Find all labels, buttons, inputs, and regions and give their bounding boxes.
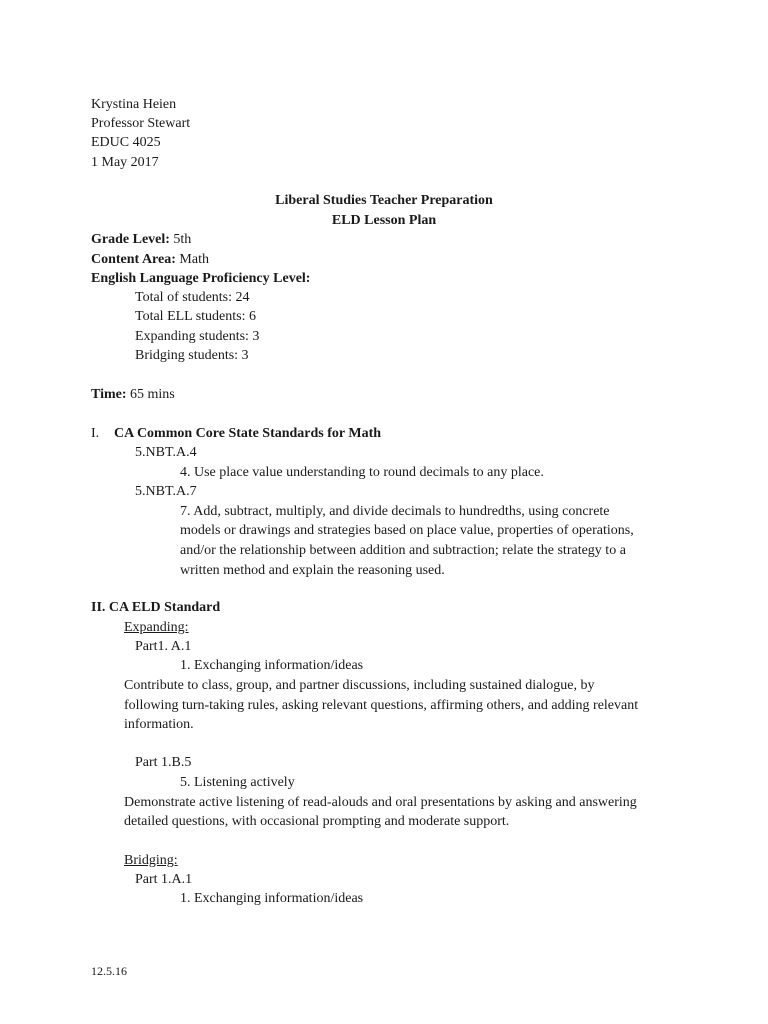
standard-text-line: and/or the relationship between addition and subtraction; relate the strategy to a xyxy=(180,543,626,558)
grade-level xyxy=(91,230,191,249)
section-1-heading: CA Common Core State Standards for Math xyxy=(114,426,382,441)
footer-version: 12.5.16 xyxy=(91,964,127,978)
bridging-label: Bridging: xyxy=(124,853,178,868)
eld-description-line: following turn-taking rules, asking relevant questions, affirming others, and adding relevant xyxy=(124,698,639,713)
grade-level-label: Grade Level: xyxy=(91,232,170,247)
expanding-label: Expanding: xyxy=(124,620,189,635)
eld-description-line: information. xyxy=(124,717,194,732)
standard-text-line: 7. Add, subtract, multiply, and divide decimals to hundredths, using concrete xyxy=(180,504,610,519)
document-date: 1 May 2017 xyxy=(91,155,159,170)
student-name: Krystina Heien xyxy=(91,97,177,112)
eld-item: 1. Exchanging information/ideas xyxy=(180,891,364,906)
time-value: 65 mins xyxy=(130,387,175,402)
eld-item: 5. Listening actively xyxy=(180,775,295,790)
content-area xyxy=(91,250,209,269)
time xyxy=(91,385,175,404)
eld-part-code: Part 1.B.5 xyxy=(135,755,192,770)
document-subtitle: ELD Lesson Plan xyxy=(331,213,437,228)
standard-text-line: models or drawings and strategies based on place value, properties of operations, xyxy=(180,523,634,538)
eld-part-code: Part1. A.1 xyxy=(135,639,192,654)
total-students: Total of students: 24 xyxy=(135,290,250,305)
standard-code: 5.NBT.A.4 xyxy=(135,445,197,460)
total-ell-students: Total ELL students: 6 xyxy=(135,309,256,324)
eld-description-line: Demonstrate active listening of read-alouds and oral presentations by asking and answering xyxy=(124,795,637,810)
expanding-students: Expanding students: 3 xyxy=(135,329,260,344)
proficiency-label: English Language Proficiency Level: xyxy=(91,271,311,286)
bridging-students: Bridging students: 3 xyxy=(135,348,249,363)
standard-text-line: written method and explain the reasoning used. xyxy=(180,563,445,578)
section-1-numeral: I. xyxy=(91,426,100,441)
eld-description-line: Contribute to class, group, and partner discussions, including sustained dialogue, by xyxy=(124,678,595,693)
content-area-value: Math xyxy=(179,252,209,267)
course-code: EDUC 4025 xyxy=(91,135,161,150)
grade-level-value: 5th xyxy=(173,232,192,247)
standard-text: 4. Use place value understanding to round decimals to any place. xyxy=(180,465,544,480)
eld-part-code: Part 1.A.1 xyxy=(135,872,193,887)
standard-code: 5.NBT.A.7 xyxy=(135,484,197,499)
eld-description-line: detailed questions, with occasional prompting and moderate support. xyxy=(124,814,510,829)
eld-item: 1. Exchanging information/ideas xyxy=(180,658,364,673)
time-label: Time: xyxy=(91,387,127,402)
content-area-label: Content Area: xyxy=(91,252,176,267)
section-2-heading: II. CA ELD Standard xyxy=(91,600,221,615)
document-title: Liberal Studies Teacher Preparation xyxy=(275,193,493,208)
professor-name: Professor Stewart xyxy=(91,116,191,131)
